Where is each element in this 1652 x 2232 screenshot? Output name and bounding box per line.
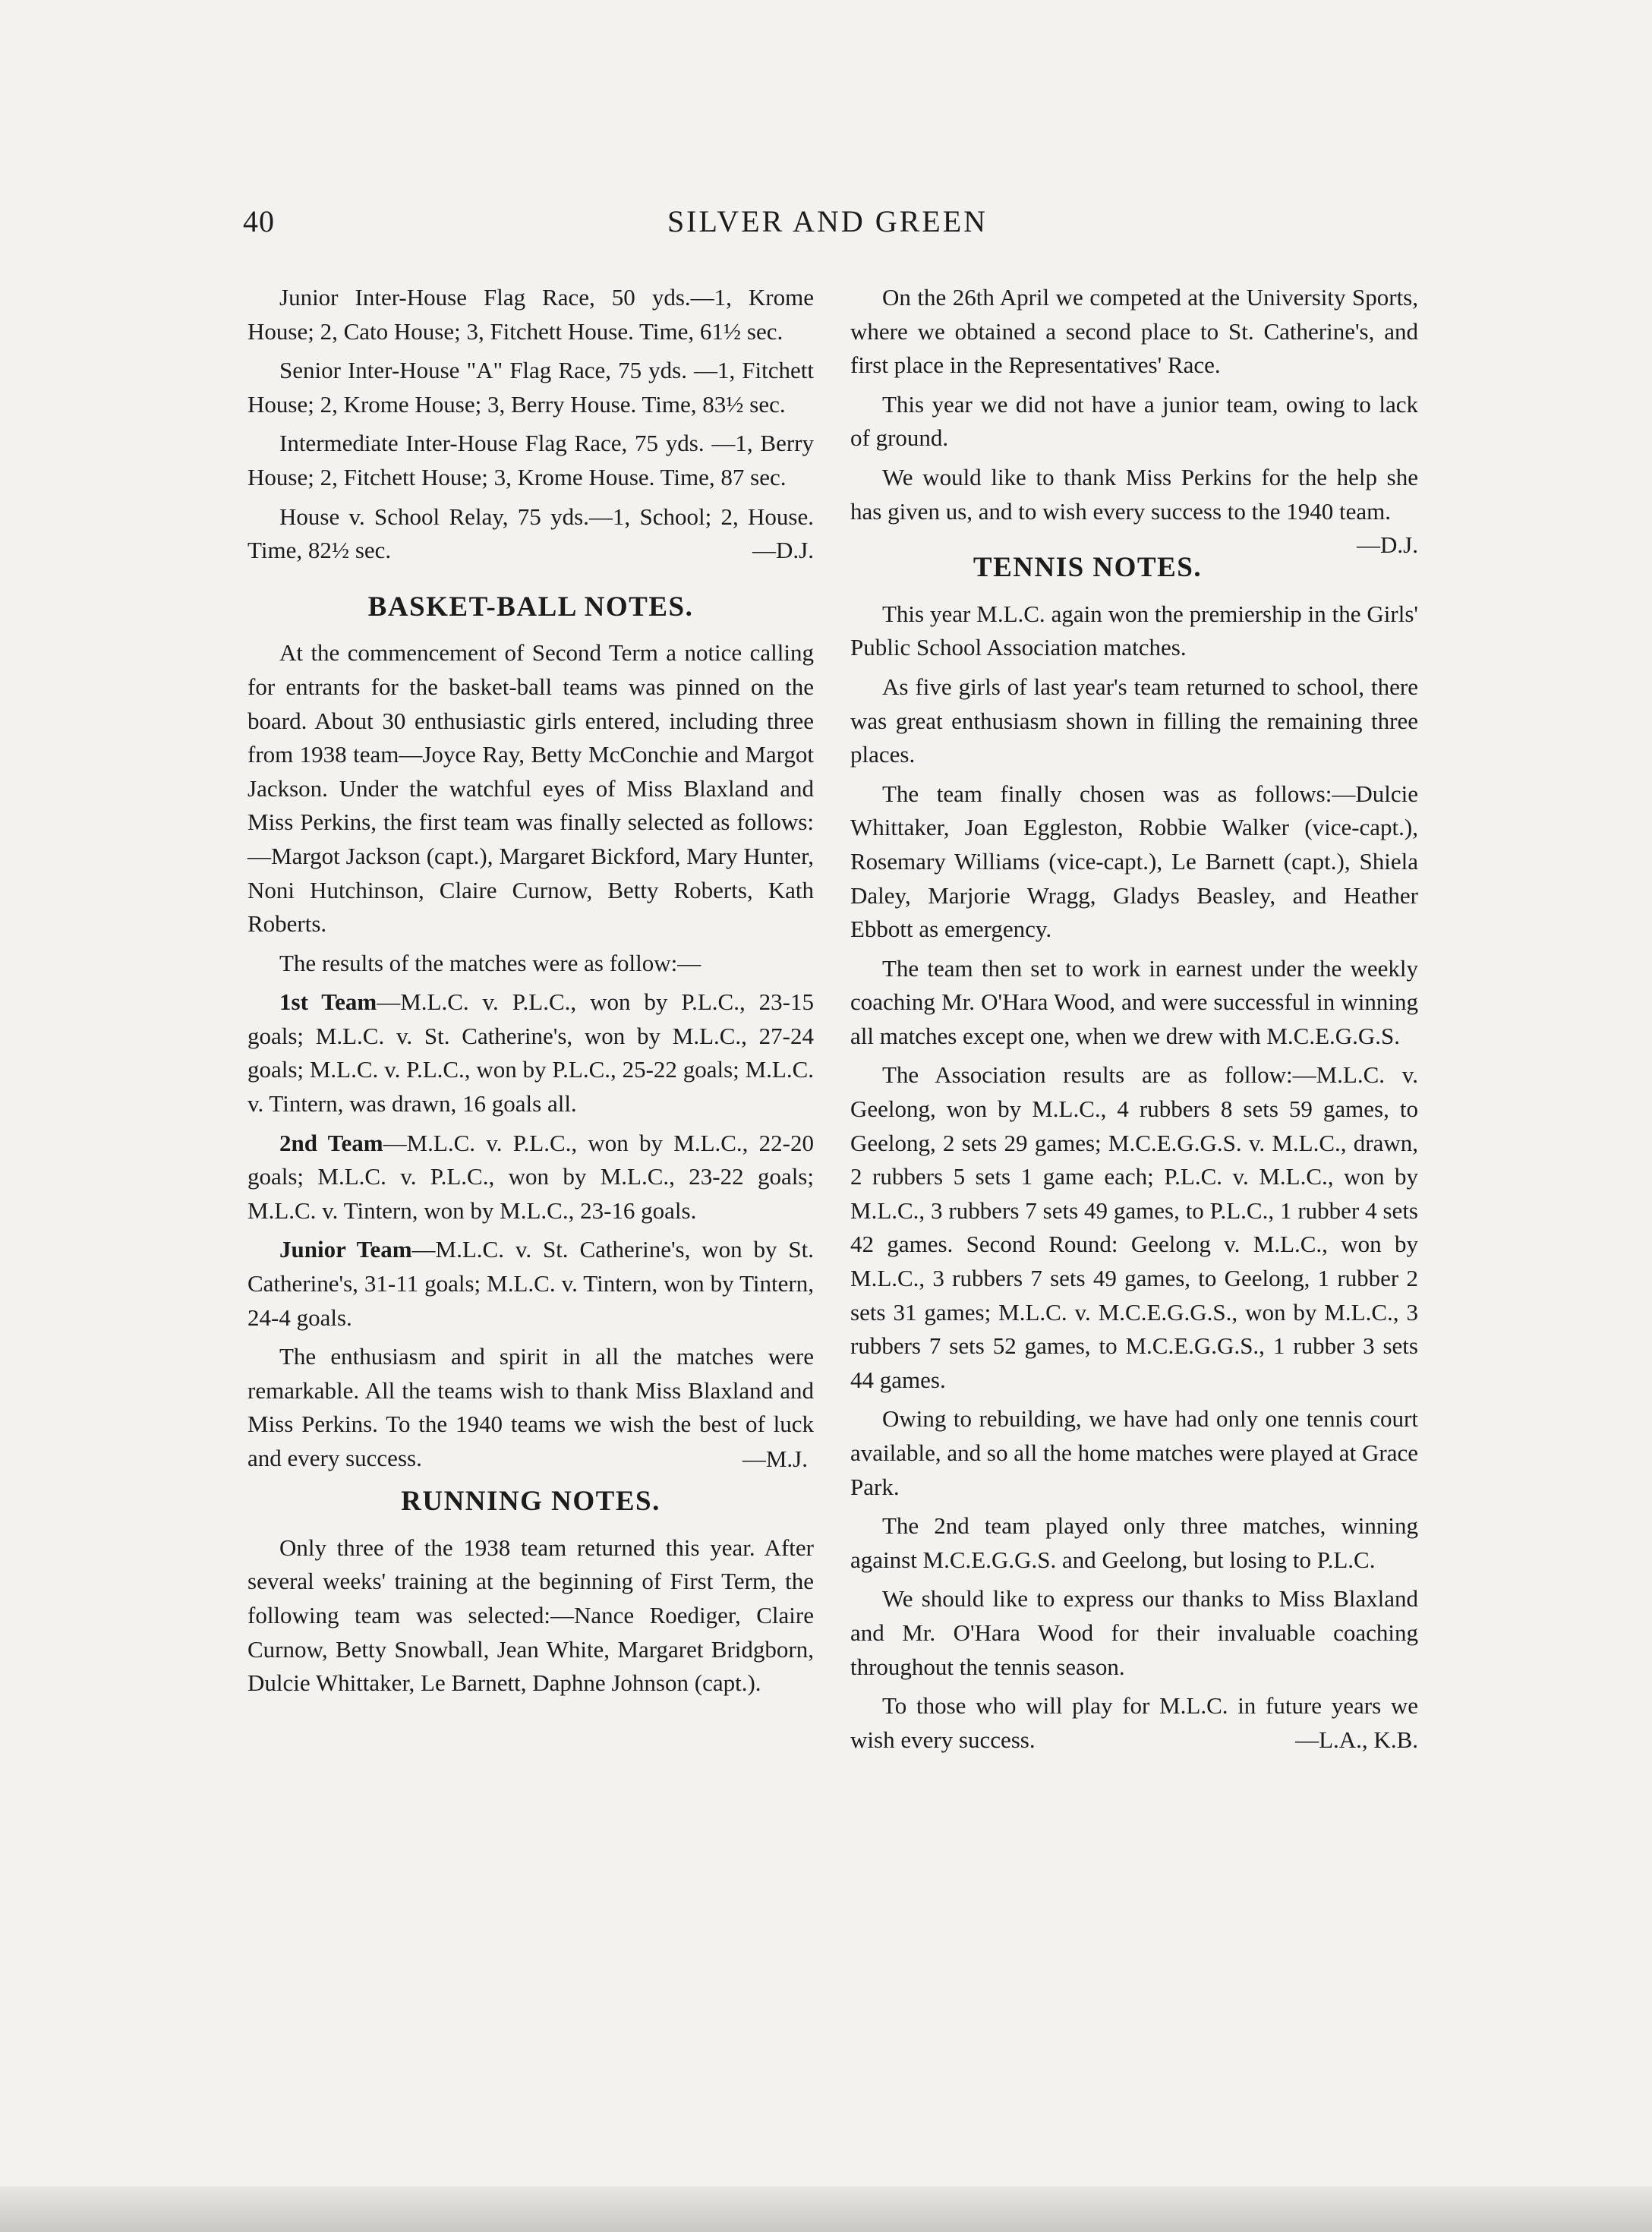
left-column: [247, 281, 814, 1706]
first-team-label: 1st Team: [279, 988, 377, 1016]
sports-result: Intermediate Inter-House Flag Race, 75 yds. —1, Berry House; 2, Fitchett House; 3, Krome House. Time, 87 sec.: [247, 430, 814, 490]
tennis-paragraph: Owing to rebuilding, we have had only one tennis court available, and so all the home matches were played at Grace Park.: [850, 1405, 1418, 1500]
journal-title: SILVER AND GREEN: [667, 204, 988, 238]
first-team-results: [247, 985, 814, 1121]
tennis-paragraph: The Association results are as follow:—M.L.C. v. Geelong, won by M.L.C., 4 rubbers 8 sets 59 games, to Geelong, 2 sets 29 games; M.C.E.G.G.S. v. M.L.C., drawn, 2 rubbers 5 sets 1 game each; P.L.C. v. M.L.C., won by M.L.C., 3 rubbers 7 sets 49 games, to P.L.C., 1 rubber 4 sets 42 games. Second Round: Geelong v. M.L.C., won by M.L.C., 3 rubbers 7 sets 49 games, to Geelong, 1 rubber 2 sets 31 games; M.L.C. v. M.C.E.G.G.S., won by M.L.C., 3 rubbers 7 sets 52 games, to M.C.E.G.G.S., 1 rubber 3 sets 44 games.: [850, 1061, 1418, 1393]
basketball-heading: BASKET-BALL NOTES.: [367, 591, 694, 623]
tennis-paragraph: As five girls of last year's team returned to school, there was great enthusiasm shown in filling the remaining three places.: [850, 673, 1418, 768]
running-text: Only three of the 1938 team returned this year. After several weeks' training at the beginning of First Term, the following team was selected:—Nance Roediger, Claire Curnow, Betty Snowball, Jean White, Margaret Bridgborn, Dulcie Whittaker, Le Barnett, Daphne Johnson (capt.).: [247, 1534, 814, 1697]
relay-text: House v. School Relay, 75 yds.—1, School; 2, House. Time, 82½ sec.: [247, 503, 814, 564]
junior-team-results: [247, 1233, 814, 1335]
running-continued: On the 26th April we competed at the University Sports, where we obtained a second place to St. Catherine's, and first place in the Representatives' Race.: [850, 284, 1418, 379]
basketball-signature: —M.J.: [742, 1445, 808, 1472]
sports-result: Junior Inter-House Flag Race, 50 yds.—1, Krome House; 2, Cato House; 3, Fitchett House. Time, 61½ sec.: [247, 284, 814, 345]
running-signature: —D.J.: [1357, 531, 1418, 559]
basketball-results-intro: The results of the matches were as follow:—: [279, 949, 701, 976]
relay-signature: —D.J.: [752, 537, 814, 564]
relay-result: [247, 500, 814, 568]
tennis-heading: TENNIS NOTES.: [973, 552, 1203, 584]
running-heading: RUNNING NOTES.: [401, 1486, 660, 1518]
tennis-signature: —L.A., K.B.: [1295, 1726, 1418, 1753]
tennis-closing: [850, 1689, 1418, 1757]
page-header: [243, 203, 1412, 257]
running-continued: This year we did not have a junior team, owing to lack of ground.: [850, 390, 1418, 452]
first-team-text: —M.L.C. v. P.L.C., won by P.L.C., 23-15 goals; M.L.C. v. St. Catherine's, won by M.L.C., 27-24 goals; M.L.C. v. P.L.C., won by P.L.C., 25-22 goals; M.L.C. v. Tintern, was drawn, 16 goals all.: [247, 988, 814, 1118]
tennis-paragraph: We should like to express our thanks to Miss Blaxland and Mr. O'Hara Wood for their invaluable coaching throughout the tennis season.: [850, 1585, 1418, 1680]
tennis-paragraph: The team then set to work in earnest under the weekly coaching Mr. O'Hara Wood, and were successful in winning all matches except one, when we drew with M.C.E.G.G.S.: [850, 954, 1418, 1049]
right-column: [850, 281, 1418, 1762]
tennis-closing-text: To those who will play for M.L.C. in future years we wish every success.: [850, 1692, 1418, 1753]
sports-result: Senior Inter-House "A" Flag Race, 75 yds. —1, Fitchett House; 2, Krome House; 3, Berry House. Time, 83½ sec.: [247, 357, 814, 418]
junior-team-label: Junior Team: [279, 1236, 412, 1263]
tennis-paragraph: The team finally chosen was as follows:—Dulcie Whittaker, Joan Eggleston, Robbie Walker (vice-capt.), Rosemary Williams (vice-capt.), Le Barnett (capt.), Shiela Daley, Marjorie Wragg, Gladys Beasley, and Heather Ebbott as emergency.: [850, 780, 1418, 943]
second-team-results: [247, 1127, 814, 1228]
page-number: 40: [243, 204, 275, 238]
basketball-closing: The enthusiasm and spirit in all the matches were remarkable. All the teams wish to thank Miss Blaxland and Miss Perkins. To the 1940 teams we wish the best of luck and every success.: [247, 1343, 814, 1471]
tennis-paragraph: The 2nd team played only three matches, winning against M.C.E.G.G.S. and Geelong, but losing to P.L.C.: [850, 1512, 1418, 1573]
second-team-label: 2nd Team: [279, 1129, 383, 1156]
basketball-intro: At the commencement of Second Term a notice calling for entrants for the basket-ball teams was pinned on the board. About 30 enthusiastic girls entered, including three from 1938 team—Joyce Ray, Betty McConchie and Margot Jackson. Under the watchful eyes of Miss Blaxland and Miss Perkins, the first team was finally selected as follows:—Margot Jackson (capt.), Margaret Bickford, Mary Hunter, Noni Hutchinson, Claire Curnow, Betty Roberts, Kath Roberts.: [247, 639, 814, 938]
junior-team-text: —M.L.C. v. St. Catherine's, won by St. Catherine's, 31-11 goals; M.L.C. v. Tintern, won by Tintern, 24-4 goals.: [247, 1236, 814, 1331]
running-thanks: [850, 461, 1418, 559]
scan-edge: [0, 2186, 1652, 2232]
tennis-paragraph: This year M.L.C. again won the premiership in the Girls' Public School Association matches.: [850, 600, 1418, 661]
second-team-text: —M.L.C. v. P.L.C., won by M.L.C., 22-20 goals; M.L.C. v. P.L.C., won by M.L.C., 23-22 goals; M.L.C. v. Tintern, won by M.L.C., 23-16 goals.: [247, 1129, 814, 1224]
running-thanks-text: We would like to thank Miss Perkins for the help she has given us, and to wish every success to the 1940 team.: [850, 463, 1418, 525]
